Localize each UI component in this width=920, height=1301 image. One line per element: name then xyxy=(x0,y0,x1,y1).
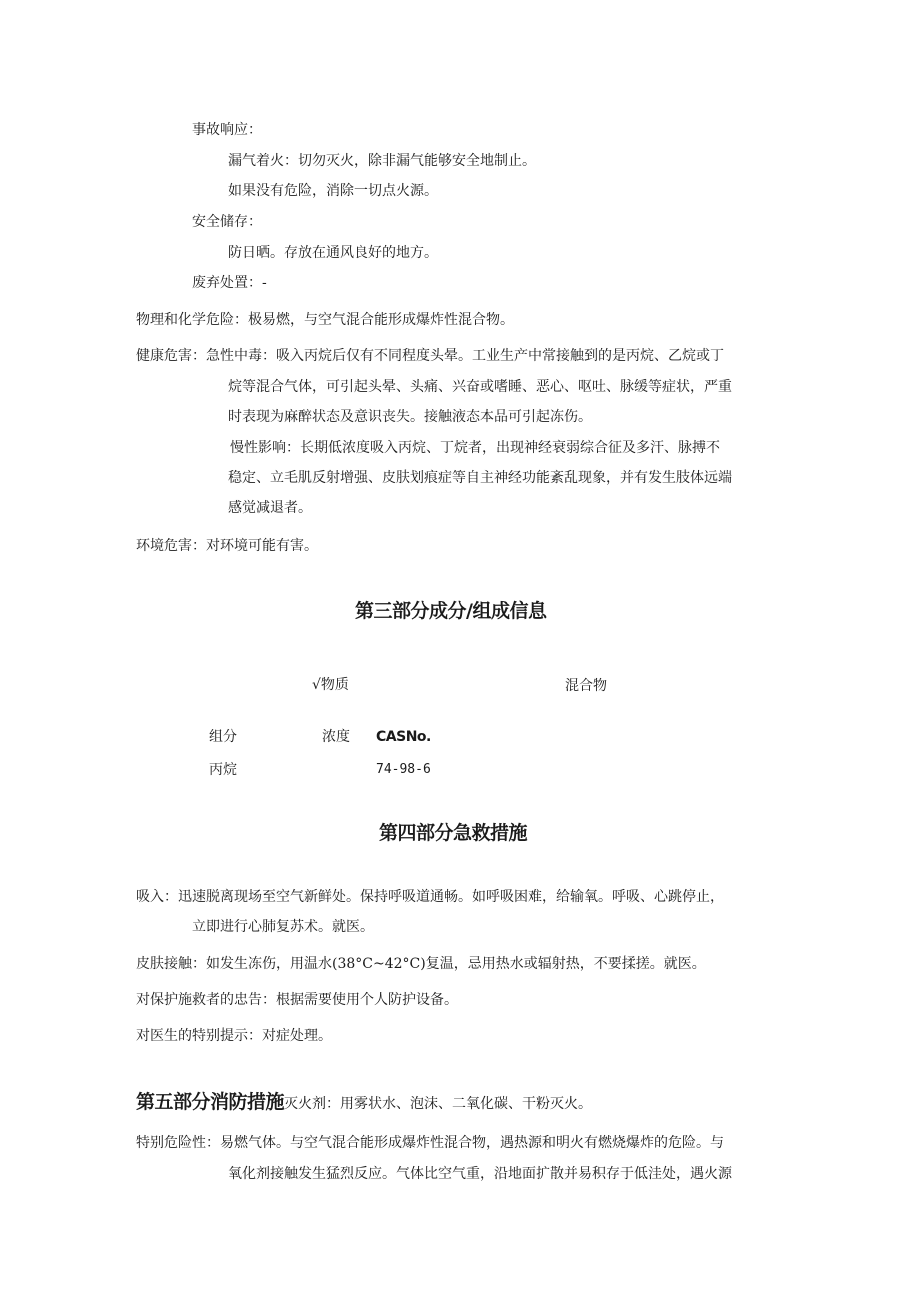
environment-hazard: 环境危害：对环境可能有害。 xyxy=(136,538,318,554)
row-cas: 74-98-6 xyxy=(376,762,431,777)
physchem-hazard: 物理和化学危险：极易燃，与空气混合能形成爆炸性混合物。 xyxy=(136,312,514,328)
section5-line xyxy=(136,1092,592,1114)
extinguishing-media: 灭火剂：用雾状水、泡沫、二氧化碳、干粉灭火。 xyxy=(284,1096,593,1112)
health-hazard-line-2: 烷等混合气体，可引起头晕、头痛、兴奋或嗜睡、恶心、呕吐、脉缓等症状，严重 xyxy=(228,379,732,395)
accident-response-line-1: 漏气着火：切勿灭火，除非漏气能够安全地制止。 xyxy=(228,153,536,169)
health-hazard-line-1: 健康危害：急性中毒：吸入丙烷后仅有不同程度头晕。工业生产中常接触到的是丙烷、乙烷或丁 xyxy=(136,348,724,364)
first-aid-inhale-line-1: 吸入：迅速脱离现场至空气新鲜处。保持呼吸道通畅。如呼吸困难，给输氧。呼吸、心跳停止， xyxy=(136,889,724,905)
health-hazard-line-6: 感觉减退者。 xyxy=(228,500,312,516)
health-hazard-line-4: 慢性影响：长期低浓度吸入丙烷、丁烷者，出现神经衰弱综合征及多汗、脉搏不 xyxy=(230,440,720,456)
accident-response-line-2: 如果没有危险，消除一切点火源。 xyxy=(228,183,438,199)
section4-title: 第四部分急救措施 xyxy=(379,822,528,844)
header-concentration: 浓度 xyxy=(322,729,350,745)
special-hazard-line-1: 特别危险性：易燃气体。与空气混合能形成爆炸性混合物，遇热源和明火有燃烧爆炸的危险。与 xyxy=(136,1135,724,1151)
first-aid-inhale-line-2: 立即进行心肺复苏术。就医。 xyxy=(192,919,374,935)
special-hazard-line-2: 氧化剂接触发生猛烈反应。气体比空气重，沿地面扩散并易积存于低洼处，遇火源 xyxy=(228,1166,732,1182)
health-hazard-line-5: 稳定、立毛肌反射增强、皮肤划痕症等自主神经功能紊乱现象，并有发生肢体远端 xyxy=(228,470,732,486)
accident-response-label: 事故响应： xyxy=(192,122,262,138)
first-aid-skin: 皮肤接触：如发生冻伤，用温水(38°C~42°C)复温，忌用热水或辐射热，不要揉搓。就医。 xyxy=(136,956,706,972)
rescuer-advice: 对保护施救者的忠告：根据需要使用个人防护设备。 xyxy=(136,992,458,1008)
section3-title: 第三部分成分/组成信息 xyxy=(355,600,547,622)
safe-storage-label: 安全储存： xyxy=(192,214,262,230)
health-hazard-line-3: 时表现为麻醉状态及意识丧失。接触液态本品可引起冻伤。 xyxy=(228,409,592,425)
substance-checkbox-label: √物质 xyxy=(312,677,349,693)
disposal-text: 废弃处置：- xyxy=(192,275,267,291)
section5-title: 第五部分消防措施 xyxy=(136,1091,285,1113)
doctor-note: 对医生的特别提示：对症处理。 xyxy=(136,1028,332,1044)
header-component: 组分 xyxy=(209,729,237,745)
safe-storage-line-1: 防日晒。存放在通风良好的地方。 xyxy=(228,245,438,261)
row-component: 丙烷 xyxy=(209,762,237,778)
header-cas: CASNo. xyxy=(376,729,431,745)
mixture-label: 混合物 xyxy=(565,678,607,694)
